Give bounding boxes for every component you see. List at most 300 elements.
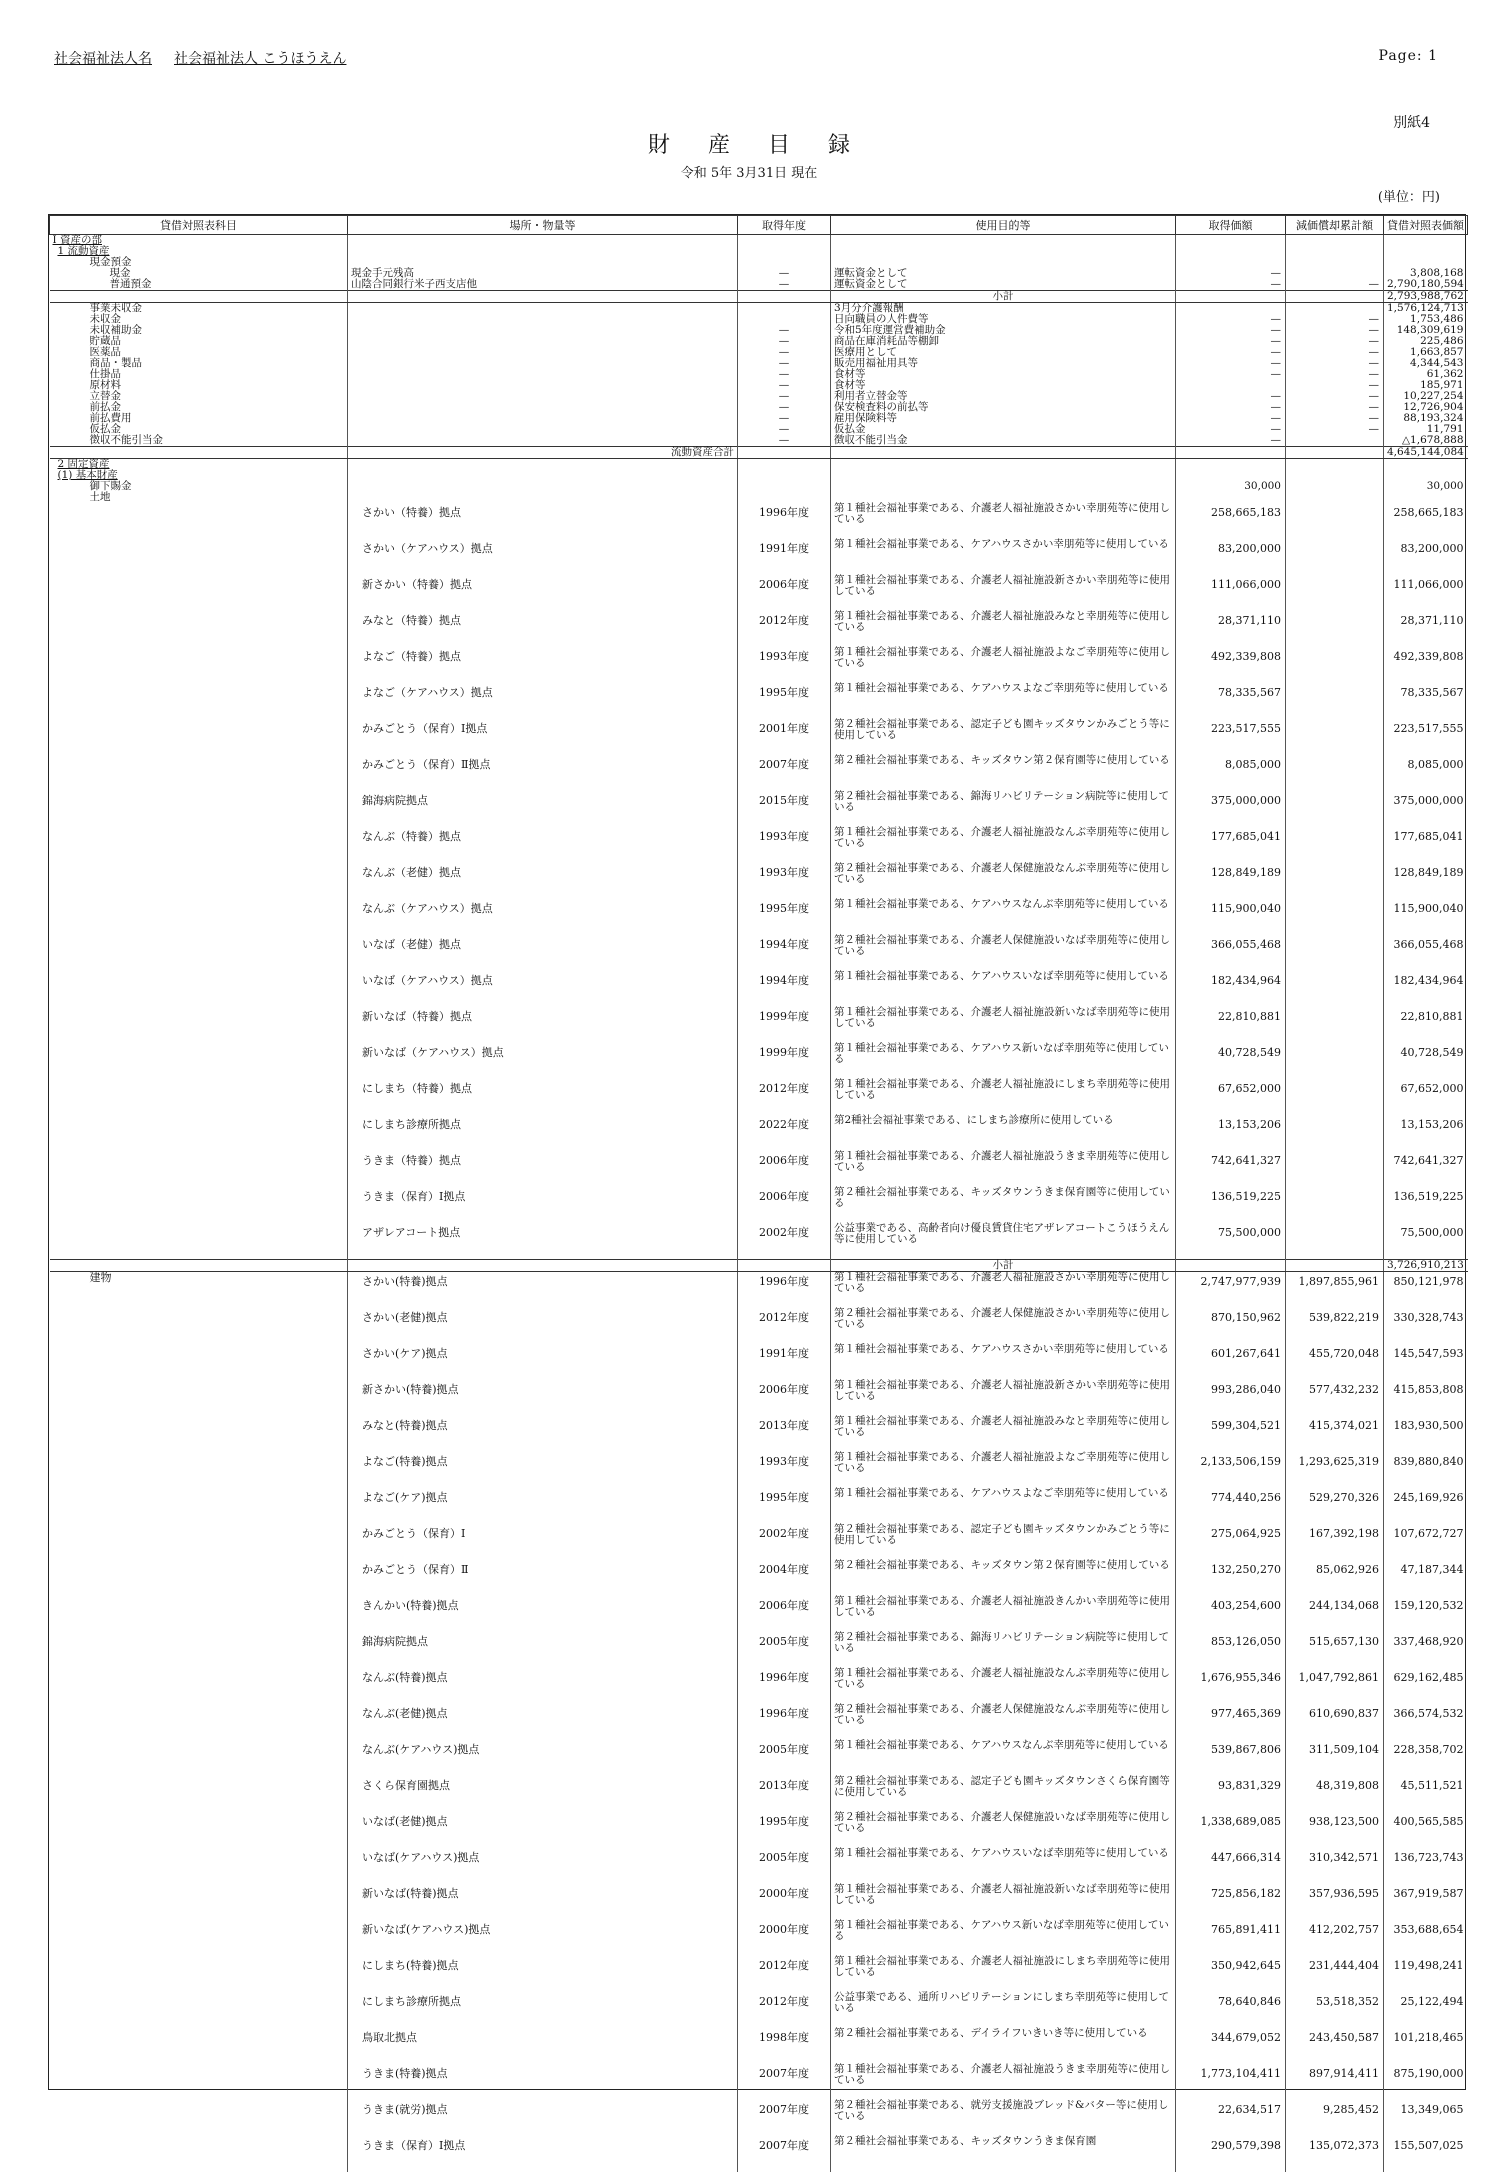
item-cell: 未収金 bbox=[89, 313, 121, 325]
table-row bbox=[50, 791, 1468, 827]
blank-cell bbox=[1286, 459, 1384, 471]
year-cell: — bbox=[738, 391, 831, 402]
cost-cell: 870,150,962 bbox=[1176, 1308, 1286, 1344]
col-header: 取得年度 bbox=[738, 216, 831, 235]
depreciation-cell: — bbox=[1286, 380, 1384, 391]
depreciation-cell: — bbox=[1286, 325, 1384, 336]
place-cell bbox=[348, 314, 738, 325]
use-cell: 医療用として bbox=[831, 347, 1176, 358]
cost-cell: 78,640,846 bbox=[1176, 1992, 1286, 2028]
year-cell: 2013年度 bbox=[738, 1776, 831, 1812]
cost-cell: 136,519,225 bbox=[1176, 1187, 1286, 1223]
depreciation-cell bbox=[1286, 1223, 1384, 1260]
use-cell: 公益事業である、通所リハビリテーションにしまち幸朋苑等に使用している bbox=[831, 1992, 1176, 2028]
section-label: Ⅰ 資産の部 bbox=[52, 234, 102, 246]
table-row bbox=[50, 1920, 1468, 1956]
value-cell: 136,519,225 bbox=[1384, 1187, 1468, 1223]
depreciation-cell: — bbox=[1286, 336, 1384, 347]
table-row bbox=[50, 336, 1468, 347]
use-cell: 3月分介護報酬 bbox=[831, 303, 1176, 315]
year-cell: 2005年度 bbox=[738, 1632, 831, 1668]
place-cell bbox=[348, 391, 738, 402]
use-cell: 第２種社会福祉事業である、キッズタウンうきま保育園等に使用している bbox=[831, 1187, 1176, 1223]
depreciation-cell bbox=[1286, 899, 1384, 935]
year-cell: 2012年度 bbox=[738, 1079, 831, 1115]
cost-cell: 539,867,806 bbox=[1176, 1740, 1286, 1776]
year-cell: 1996年度 bbox=[738, 1668, 831, 1704]
item-cell: 御下賜金 bbox=[89, 480, 132, 492]
table-row bbox=[50, 1272, 1468, 1309]
place-cell: かみごとう（保育）Ⅰ bbox=[348, 1524, 738, 1560]
section-label: 建物 bbox=[89, 1271, 112, 1284]
depreciation-cell: 9,285,452 bbox=[1286, 2100, 1384, 2136]
place-cell: きんかい(特養)拠点 bbox=[348, 1596, 738, 1632]
depreciation-cell bbox=[1286, 755, 1384, 791]
year-cell: 2004年度 bbox=[738, 1560, 831, 1596]
section-row bbox=[50, 492, 1468, 503]
item-cell bbox=[50, 935, 348, 971]
cost-cell: — bbox=[1176, 358, 1286, 369]
value-cell: 10,227,254 bbox=[1384, 391, 1468, 402]
year-cell: 2012年度 bbox=[738, 1992, 831, 2028]
table-row bbox=[50, 380, 1468, 391]
item-cell bbox=[50, 2136, 348, 2172]
section-label: 土地 bbox=[89, 491, 111, 503]
value-cell: 145,547,593 bbox=[1384, 1344, 1468, 1380]
year-cell: 2006年度 bbox=[738, 1380, 831, 1416]
depreciation-cell bbox=[1286, 539, 1384, 575]
year-cell: 1996年度 bbox=[738, 503, 831, 539]
year-cell: 1991年度 bbox=[738, 539, 831, 575]
item-cell bbox=[50, 1560, 348, 1596]
table-row bbox=[50, 1308, 1468, 1344]
cost-cell: — bbox=[1176, 279, 1286, 291]
value-cell: 155,507,025 bbox=[1384, 2136, 1468, 2172]
cost-cell: 223,517,555 bbox=[1176, 719, 1286, 755]
item-cell bbox=[50, 611, 348, 647]
blank-cell bbox=[1286, 1260, 1384, 1272]
value-cell: 115,900,040 bbox=[1384, 899, 1468, 935]
place-cell: 山陰合同銀行米子西支店他 bbox=[348, 279, 738, 291]
cost-cell: — bbox=[1176, 424, 1286, 435]
table-row bbox=[50, 413, 1468, 424]
year-cell: 2001年度 bbox=[738, 719, 831, 755]
year-cell: 2012年度 bbox=[738, 1308, 831, 1344]
place-cell bbox=[348, 369, 738, 380]
depreciation-cell bbox=[1286, 791, 1384, 827]
use-cell: 第１種社会福祉事業である、介護老人福祉施設みなと幸朋苑等に使用している bbox=[831, 1416, 1176, 1452]
cost-cell: 128,849,189 bbox=[1176, 863, 1286, 899]
item-cell bbox=[50, 1920, 348, 1956]
item-cell bbox=[50, 1344, 348, 1380]
cost-cell: 75,500,000 bbox=[1176, 1223, 1286, 1260]
place-cell: さかい（ケアハウス）拠点 bbox=[348, 539, 738, 575]
table-row bbox=[50, 719, 1468, 755]
total-row bbox=[50, 447, 1468, 459]
table-row bbox=[50, 325, 1468, 336]
value-cell: 492,339,808 bbox=[1384, 647, 1468, 683]
item-cell bbox=[50, 1776, 348, 1812]
cost-cell: 93,831,329 bbox=[1176, 1776, 1286, 1812]
blank-cell bbox=[831, 459, 1176, 471]
use-cell: 第2種社会福祉事業である、にしまち診療所に使用している bbox=[831, 1115, 1176, 1151]
place-cell: さかい（特養）拠点 bbox=[348, 503, 738, 539]
col-header: 使用目的等 bbox=[831, 216, 1176, 235]
value-cell: 177,685,041 bbox=[1384, 827, 1468, 863]
cost-cell: 977,465,369 bbox=[1176, 1704, 1286, 1740]
place-cell: アザレアコート拠点 bbox=[348, 1223, 738, 1260]
place-cell: さかい(老健)拠点 bbox=[348, 1308, 738, 1344]
value-cell: 128,849,189 bbox=[1384, 863, 1468, 899]
place-cell bbox=[348, 358, 738, 369]
year-cell: — bbox=[738, 336, 831, 347]
year-cell: 1995年度 bbox=[738, 899, 831, 935]
year-cell: — bbox=[738, 369, 831, 380]
table-row bbox=[50, 755, 1468, 791]
use-cell: 第２種社会福祉事業である、介護老人保健施設さかい幸朋苑等に使用している bbox=[831, 1308, 1176, 1344]
blank-cell bbox=[738, 481, 831, 492]
value-cell: 245,169,926 bbox=[1384, 1488, 1468, 1524]
use-cell: 仮払金 bbox=[831, 424, 1176, 435]
depreciation-cell: — bbox=[1286, 413, 1384, 424]
year-cell: 1995年度 bbox=[738, 683, 831, 719]
value-cell: 839,880,840 bbox=[1384, 1452, 1468, 1488]
cost-cell: 2,133,506,159 bbox=[1176, 1452, 1286, 1488]
cost-cell: — bbox=[1176, 347, 1286, 358]
unit-label: (単位：円) bbox=[1377, 190, 1440, 205]
table-row bbox=[50, 863, 1468, 899]
cost-cell: 2,747,977,939 bbox=[1176, 1272, 1286, 1309]
place-cell: 新いなば(特養)拠点 bbox=[348, 1884, 738, 1920]
table-row bbox=[50, 1223, 1468, 1260]
depreciation-cell: — bbox=[1286, 347, 1384, 358]
item-cell bbox=[50, 1308, 348, 1344]
year-cell: 2002年度 bbox=[738, 1223, 831, 1260]
year-cell: 1994年度 bbox=[738, 971, 831, 1007]
table-row bbox=[50, 1956, 1468, 1992]
item-cell bbox=[50, 539, 348, 575]
value-cell: 182,434,964 bbox=[1384, 971, 1468, 1007]
depreciation-cell bbox=[1286, 719, 1384, 755]
corp-header bbox=[54, 48, 368, 68]
blank-cell bbox=[1176, 1260, 1286, 1272]
place-cell bbox=[348, 413, 738, 424]
use-cell: 第１種社会福祉事業である、介護老人福祉施設うきま幸朋苑等に使用している bbox=[831, 2064, 1176, 2100]
year-cell: 2006年度 bbox=[738, 575, 831, 611]
item-cell: 医薬品 bbox=[89, 346, 121, 358]
item-cell bbox=[50, 1884, 348, 1920]
depreciation-cell bbox=[1286, 611, 1384, 647]
cost-cell: 403,254,600 bbox=[1176, 1596, 1286, 1632]
place-cell: 新いなば（ケアハウス）拠点 bbox=[348, 1043, 738, 1079]
cost-cell: 30,000 bbox=[1176, 481, 1286, 492]
use-cell: 公益事業である、高齢者向け優良賃貸住宅アザレアコートこうほうえん等に使用している bbox=[831, 1223, 1176, 1260]
blank-cell bbox=[738, 447, 831, 459]
use-cell: 第１種社会福祉事業である、介護老人福祉施設さかい幸朋苑等に使用している bbox=[831, 1272, 1176, 1309]
subtotal-value: 2,793,988,762 bbox=[1384, 291, 1468, 303]
value-cell: 45,511,521 bbox=[1384, 1776, 1468, 1812]
place-cell: よなご（特養）拠点 bbox=[348, 647, 738, 683]
value-cell: 75,500,000 bbox=[1384, 1223, 1468, 1260]
item-cell: 普通預金 bbox=[109, 278, 152, 290]
value-cell: 61,362 bbox=[1384, 369, 1468, 380]
place-cell: さかい(特養)拠点 bbox=[348, 1272, 738, 1309]
use-cell: 第１種社会福祉事業である、介護老人福祉施設さかい幸朋苑等に使用している bbox=[831, 503, 1176, 539]
item-cell bbox=[50, 791, 348, 827]
value-cell: 47,187,344 bbox=[1384, 1560, 1468, 1596]
cost-cell: — bbox=[1176, 369, 1286, 380]
year-cell: 2006年度 bbox=[738, 1596, 831, 1632]
table-row bbox=[50, 1848, 1468, 1884]
year-cell: 1993年度 bbox=[738, 647, 831, 683]
blank-cell bbox=[1176, 492, 1286, 503]
year-cell: 1993年度 bbox=[738, 827, 831, 863]
use-cell: 第１種社会福祉事業である、ケアハウスよなご幸朋苑等に使用している bbox=[831, 683, 1176, 719]
table-row bbox=[50, 1007, 1468, 1043]
cost-cell: 28,371,110 bbox=[1176, 611, 1286, 647]
corp-label: 社会福祉法人名 bbox=[54, 51, 152, 67]
depreciation-cell: 577,432,232 bbox=[1286, 1380, 1384, 1416]
use-cell: 第１種社会福祉事業である、ケアハウスさかい幸朋苑等に使用している bbox=[831, 1344, 1176, 1380]
item-cell: 前払金 bbox=[89, 401, 121, 413]
value-cell: 2,790,180,594 bbox=[1384, 279, 1468, 291]
item-cell bbox=[50, 1524, 348, 1560]
cost-cell: 22,810,881 bbox=[1176, 1007, 1286, 1043]
year-cell: 1993年度 bbox=[738, 1452, 831, 1488]
year-cell: 1995年度 bbox=[738, 1488, 831, 1524]
cost-cell: — bbox=[1176, 435, 1286, 447]
depreciation-cell: — bbox=[1286, 424, 1384, 435]
use-cell: 第２種社会福祉事業である、介護老人保健施設なんぶ幸朋苑等に使用している bbox=[831, 1704, 1176, 1740]
cost-cell: 83,200,000 bbox=[1176, 539, 1286, 575]
use-cell: 日向職員の人件費等 bbox=[831, 314, 1176, 325]
use-cell: 第２種社会福祉事業である、キッズタウン第２保育園等に使用している bbox=[831, 1560, 1176, 1596]
year-cell: — bbox=[738, 279, 831, 291]
use-cell: 第２種社会福祉事業である、デイライフいきいき等に使用している bbox=[831, 2028, 1176, 2064]
year-cell: 2005年度 bbox=[738, 1848, 831, 1884]
place-cell: 新いなば（特養）拠点 bbox=[348, 1007, 738, 1043]
table-row bbox=[50, 2028, 1468, 2064]
value-cell: 366,055,468 bbox=[1384, 935, 1468, 971]
value-cell: 25,122,494 bbox=[1384, 1992, 1468, 2028]
section-label: 2 固定資産 bbox=[57, 458, 110, 470]
depreciation-cell bbox=[1286, 683, 1384, 719]
value-cell: 400,565,585 bbox=[1384, 1812, 1468, 1848]
year-cell: 2007年度 bbox=[738, 755, 831, 791]
table-row bbox=[50, 1704, 1468, 1740]
item-cell bbox=[50, 755, 348, 791]
place-cell: かみごとう（保育）Ⅱ拠点 bbox=[348, 755, 738, 791]
table-row bbox=[50, 827, 1468, 863]
blank-cell bbox=[1176, 291, 1286, 303]
cost-cell: 132,250,270 bbox=[1176, 1560, 1286, 1596]
use-cell: 第１種社会福祉事業である、介護老人福祉施設新さかい幸朋苑等に使用している bbox=[831, 575, 1176, 611]
item-cell bbox=[50, 1416, 348, 1452]
asset-table bbox=[49, 215, 1468, 2172]
cost-cell: 993,286,040 bbox=[1176, 1380, 1286, 1416]
use-cell: 第１種社会福祉事業である、介護老人福祉施設よなご幸朋苑等に使用している bbox=[831, 647, 1176, 683]
blank-cell bbox=[1286, 447, 1384, 459]
depreciation-cell: 1,047,792,861 bbox=[1286, 1668, 1384, 1704]
use-cell: 第１種社会福祉事業である、ケアハウスなんぶ幸朋苑等に使用している bbox=[831, 899, 1176, 935]
year-cell: 2015年度 bbox=[738, 791, 831, 827]
cost-cell: — bbox=[1176, 391, 1286, 402]
place-cell: うきま（特養）拠点 bbox=[348, 1151, 738, 1187]
cost-cell: 853,126,050 bbox=[1176, 1632, 1286, 1668]
table-row bbox=[50, 481, 1468, 492]
table-row bbox=[50, 539, 1468, 575]
table-row bbox=[50, 2064, 1468, 2100]
cost-cell bbox=[1176, 380, 1286, 391]
depreciation-cell: 897,914,411 bbox=[1286, 2064, 1384, 2100]
value-cell: 337,468,920 bbox=[1384, 1632, 1468, 1668]
use-cell: 第１種社会福祉事業である、介護老人福祉施設にしまち幸朋苑等に使用している bbox=[831, 1956, 1176, 1992]
table-row bbox=[50, 303, 1468, 315]
table-row bbox=[50, 503, 1468, 539]
depreciation-cell: 938,123,500 bbox=[1286, 1812, 1384, 1848]
value-cell: 136,723,743 bbox=[1384, 1848, 1468, 1884]
place-cell bbox=[348, 325, 738, 336]
year-cell: — bbox=[738, 268, 831, 279]
year-cell: 1991年度 bbox=[738, 1344, 831, 1380]
year-cell: 2022年度 bbox=[738, 1115, 831, 1151]
table-row bbox=[50, 369, 1468, 380]
cost-cell: 725,856,182 bbox=[1176, 1884, 1286, 1920]
table-row bbox=[50, 347, 1468, 358]
place-cell: よなご（ケアハウス）拠点 bbox=[348, 683, 738, 719]
use-cell: 第１種社会福祉事業である、介護老人福祉施設なんぶ幸朋苑等に使用している bbox=[831, 1668, 1176, 1704]
blank-cell bbox=[1286, 492, 1384, 503]
value-cell: 22,810,881 bbox=[1384, 1007, 1468, 1043]
cost-cell: 22,634,517 bbox=[1176, 2100, 1286, 2136]
place-cell: 新さかい(特養)拠点 bbox=[348, 1380, 738, 1416]
as-of-date: 令和 5年 3月31日 現在 bbox=[680, 166, 818, 181]
item-cell bbox=[50, 899, 348, 935]
cost-cell: 447,666,314 bbox=[1176, 1848, 1286, 1884]
cost-cell: — bbox=[1176, 402, 1286, 413]
depreciation-cell bbox=[1286, 1043, 1384, 1079]
place-cell: かみごとう（保育）Ⅱ bbox=[348, 1560, 738, 1596]
table-row bbox=[50, 899, 1468, 935]
place-cell: いなば（老健）拠点 bbox=[348, 935, 738, 971]
use-cell: 第１種社会福祉事業である、介護老人福祉施設なんぶ幸朋苑等に使用している bbox=[831, 827, 1176, 863]
place-cell bbox=[348, 380, 738, 391]
use-cell: 第２種社会福祉事業である、介護老人保健施設いなば幸朋苑等に使用している bbox=[831, 1812, 1176, 1848]
value-cell: 185,971 bbox=[1384, 380, 1468, 391]
table-row bbox=[50, 935, 1468, 971]
item-cell bbox=[50, 575, 348, 611]
place-cell: いなば(老健)拠点 bbox=[348, 1812, 738, 1848]
year-cell: 2005年度 bbox=[738, 1740, 831, 1776]
blank-cell bbox=[348, 459, 738, 471]
cost-cell: 67,652,000 bbox=[1176, 1079, 1286, 1115]
section-row bbox=[50, 246, 1468, 257]
use-cell: 第１種社会福祉事業である、介護老人福祉施設新さかい幸朋苑等に使用している bbox=[831, 1380, 1176, 1416]
value-cell: 148,309,619 bbox=[1384, 325, 1468, 336]
asset-inventory-sheet bbox=[48, 214, 1466, 2152]
depreciation-cell: — bbox=[1286, 391, 1384, 402]
use-cell: 雇用保険料等 bbox=[831, 413, 1176, 424]
subtotal-row bbox=[50, 1260, 1468, 1272]
subtotal-value: 3,726,910,213 bbox=[1384, 1260, 1468, 1272]
blank-cell bbox=[50, 1260, 348, 1272]
depreciation-cell: 243,450,587 bbox=[1286, 2028, 1384, 2064]
blank-cell bbox=[1286, 470, 1384, 481]
item-cell bbox=[50, 863, 348, 899]
col-header: 減価償却累計額 bbox=[1286, 216, 1384, 235]
value-cell: 1,663,857 bbox=[1384, 347, 1468, 358]
use-cell: 第２種社会福祉事業である、認定子ども園キッズタウンかみごとう等に使用している bbox=[831, 1524, 1176, 1560]
depreciation-cell: — bbox=[1286, 402, 1384, 413]
use-cell: 第１種社会福祉事業である、介護老人福祉施設うきま幸朋苑等に使用している bbox=[831, 1151, 1176, 1187]
place-cell: にしまち診療所拠点 bbox=[348, 1115, 738, 1151]
cost-cell: 8,085,000 bbox=[1176, 755, 1286, 791]
year-cell: 1999年度 bbox=[738, 1043, 831, 1079]
place-cell: いなば（ケアハウス）拠点 bbox=[348, 971, 738, 1007]
value-cell: 742,641,327 bbox=[1384, 1151, 1468, 1187]
value-cell: 367,919,587 bbox=[1384, 1884, 1468, 1920]
value-cell: 228,358,702 bbox=[1384, 1740, 1468, 1776]
col-header: 貸借対照表価額 bbox=[1384, 216, 1468, 235]
value-cell: 107,672,727 bbox=[1384, 1524, 1468, 1560]
item-cell bbox=[50, 1704, 348, 1740]
cost-cell: 290,579,398 bbox=[1176, 2136, 1286, 2172]
blank-cell bbox=[738, 291, 831, 303]
place-cell: 現金手元残高 bbox=[348, 268, 738, 279]
place-cell: なんぶ（ケアハウス）拠点 bbox=[348, 899, 738, 935]
depreciation-cell: 415,374,021 bbox=[1286, 1416, 1384, 1452]
table-row bbox=[50, 1344, 1468, 1380]
table-row bbox=[50, 435, 1468, 447]
use-cell: 商品在庫消耗品等棚卸 bbox=[831, 336, 1176, 347]
table-row bbox=[50, 1043, 1468, 1079]
depreciation-cell bbox=[1286, 1079, 1384, 1115]
depreciation-cell: — bbox=[1286, 314, 1384, 325]
depreciation-cell bbox=[1286, 1151, 1384, 1187]
section-label: 1 流動資産 bbox=[57, 245, 110, 257]
item-cell bbox=[50, 1043, 348, 1079]
table-row bbox=[50, 1380, 1468, 1416]
value-cell: 223,517,555 bbox=[1384, 719, 1468, 755]
item-cell: 未収補助金 bbox=[89, 324, 142, 336]
depreciation-cell: 455,720,048 bbox=[1286, 1344, 1384, 1380]
use-cell: 運転資金として bbox=[831, 279, 1176, 291]
use-cell: 第１種社会福祉事業である、ケアハウスいなば幸朋苑等に使用している bbox=[831, 971, 1176, 1007]
value-cell: 225,486 bbox=[1384, 336, 1468, 347]
value-cell: 159,120,532 bbox=[1384, 1596, 1468, 1632]
table-row bbox=[50, 391, 1468, 402]
year-cell: 2012年度 bbox=[738, 1956, 831, 1992]
place-cell: いなば(ケアハウス)拠点 bbox=[348, 1848, 738, 1884]
cost-cell: 78,335,567 bbox=[1176, 683, 1286, 719]
place-cell: みなと(特養)拠点 bbox=[348, 1416, 738, 1452]
use-cell: 第１種社会福祉事業である、介護老人福祉施設にしまち幸朋苑等に使用している bbox=[831, 1079, 1176, 1115]
depreciation-cell: 48,319,808 bbox=[1286, 1776, 1384, 1812]
value-cell: 850,121,978 bbox=[1384, 1272, 1468, 1309]
blank-cell bbox=[738, 459, 831, 471]
value-cell: 8,085,000 bbox=[1384, 755, 1468, 791]
cost-cell: 599,304,521 bbox=[1176, 1416, 1286, 1452]
table-row bbox=[50, 1560, 1468, 1596]
blank-cell bbox=[831, 447, 1176, 459]
table-row bbox=[50, 1884, 1468, 1920]
use-cell: 第１種社会福祉事業である、ケアハウス新いなば幸朋苑等に使用している bbox=[831, 1920, 1176, 1956]
use-cell: 令和5年度運営費補助金 bbox=[831, 325, 1176, 336]
year-cell: — bbox=[738, 347, 831, 358]
cost-cell: 774,440,256 bbox=[1176, 1488, 1286, 1524]
value-cell: 67,652,000 bbox=[1384, 1079, 1468, 1115]
year-cell: 1995年度 bbox=[738, 1812, 831, 1848]
